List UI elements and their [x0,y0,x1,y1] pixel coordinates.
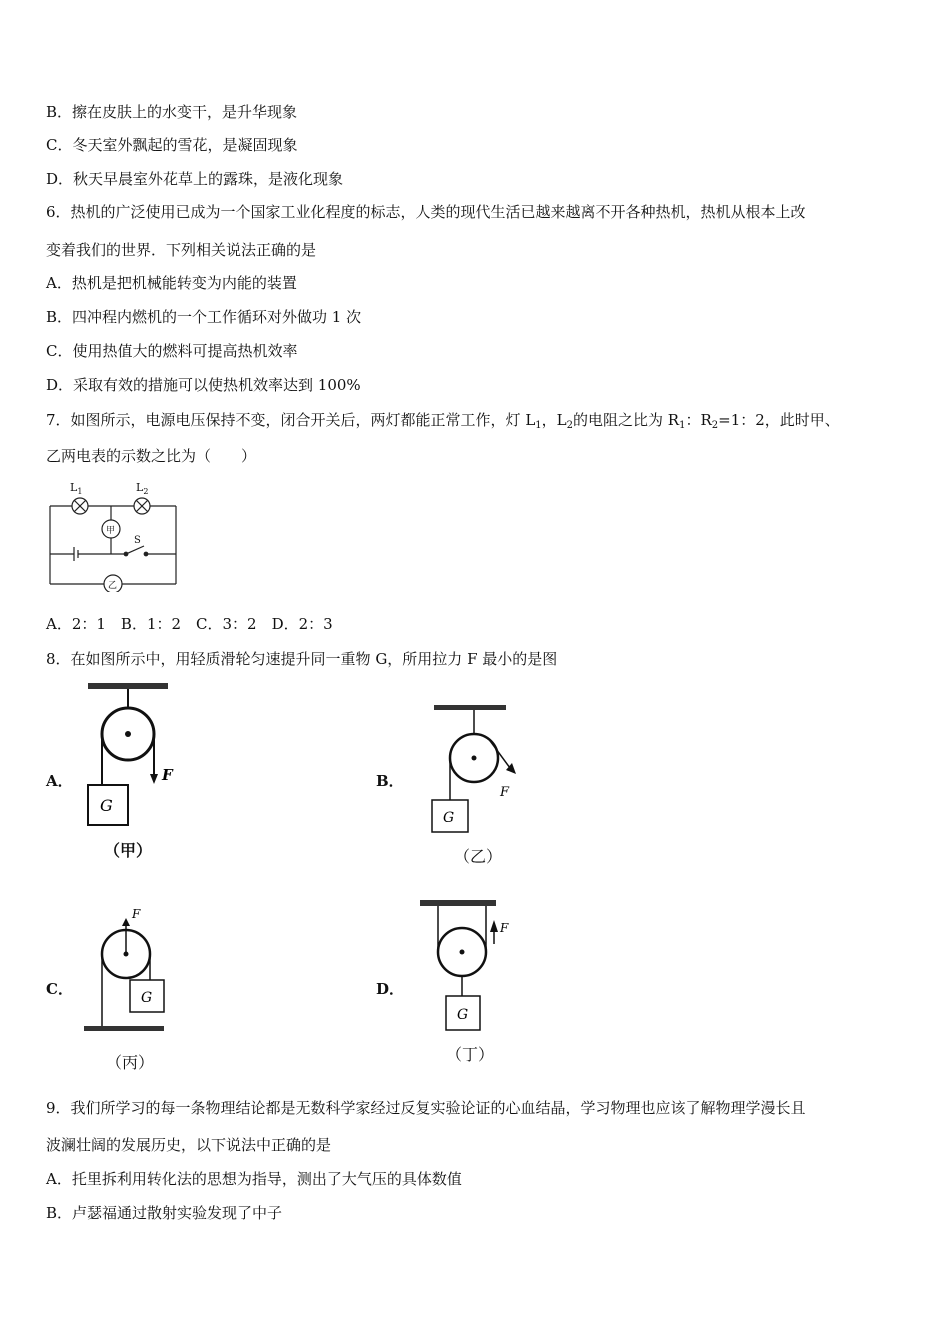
force-label: F [162,766,173,784]
q7-stem-part-c: 的电阻之比为 R [573,411,680,429]
q8-figure-c [80,898,190,1038]
q8-caption-b: （乙） [454,847,503,866]
force-label: F [132,907,141,921]
q7-stem-part-e: =1：2，此时甲、 [718,411,840,429]
switch-label: S [134,535,141,546]
q7-sub-4: 2 [711,420,719,431]
q8-stem: 8．在如图所示中，用轻质滑轮匀速提升同一重物 G，所用拉力 F 最小的是图 [46,650,558,668]
q6-stem-line2: 变着我们的世界．下列相关说法正确的是 [46,241,317,259]
q9-option-a: A．托里拆利用转化法的思想为指导，测出了大气压的具体数值 [46,1170,462,1188]
q6-option-d: D．采取有效的措施可以使热机效率达到 100% [46,376,361,394]
q8-figure-b [426,700,536,840]
q8-option-d-label: D． [376,980,405,998]
ground-icon [84,1026,164,1031]
q7-stem-line2: 乙两电表的示数之比为（ ） [46,447,257,465]
q8-option-c-label: C． [46,980,73,998]
q6-option-b: B．四冲程内燃机的一个工作循环对外做功 1 次 [46,308,362,326]
q6-option-a: A．热机是把机械能转变为内能的装置 [46,274,297,292]
q8-caption-c: （丙） [106,1053,155,1072]
force-arrow-icon [150,774,158,784]
q9-option-b: B．卢瑟福通过散射实验发现了中子 [46,1204,283,1222]
force-arrow-icon [122,918,130,926]
q5-option-c: C．冬天室外飘起的雪花，是凝固现象 [46,136,298,154]
ceiling-icon [420,900,496,906]
weight-label: G [141,990,153,1006]
rope-right [488,738,510,768]
force-label: F [500,921,509,935]
weight-label: G [100,796,113,815]
q6-stem-line1: 6．热机的广泛使用已成为一个国家工业化程度的标志，人类的现代生活已越来越离不开各种热机，热机从根本上改 [46,203,806,221]
q8-figure-a [84,680,194,830]
q7-circuit-diagram [44,474,184,592]
q9-stem-line2: 波澜壮阔的发展历史，以下说法中正确的是 [46,1136,332,1154]
meter-yi-label: 乙 [108,581,118,591]
q8-caption-d: （丁） [446,1045,495,1064]
q7-stem-line1 [46,410,840,436]
q7-sub-1: 1 [535,420,542,431]
ceiling-icon [88,683,168,689]
q5-option-b: B．擦在皮肤上的水变干，是升华现象 [46,103,298,121]
q9-stem-line1: 9．我们所学习的每一条物理结论都是无数科学家经过反复实验论证的心血结晶，学习物理也应该了解物理学漫长且 [46,1099,806,1117]
q7-stem-part-d: ：R [685,411,712,429]
meter-jia-label: 甲 [106,526,116,536]
q6-option-c: C．使用热值大的燃料可提高热机效率 [46,342,298,360]
ceiling-icon [434,705,506,710]
lamp-l2-label: $L_2$ [136,481,149,496]
q7-stem-part-b: ，L [541,411,567,429]
weight-label: G [457,1007,469,1023]
q8-caption-a: （甲） [104,841,153,860]
q7-options: A．2：1 B．1：2 C．3：2 D．2：3 [46,615,333,633]
force-label: F [500,785,510,800]
q8-figure-d [416,892,536,1042]
q8-option-a-label: A． [46,772,73,790]
q5-option-d: D．秋天早晨室外花草上的露珠，是液化现象 [46,170,344,188]
switch-lever [126,546,144,554]
q7-sub-2: 2 [566,420,573,431]
weight-label: G [443,810,455,826]
q7-sub-3: 1 [679,420,686,431]
lamp-l1-label: $L_1$ [70,481,83,496]
q7-stem-part-a: 7．如图所示，电源电压保持不变，闭合开关后，两灯都能正常工作，灯 L [46,411,536,429]
q8-option-b-label: B． [376,772,404,790]
